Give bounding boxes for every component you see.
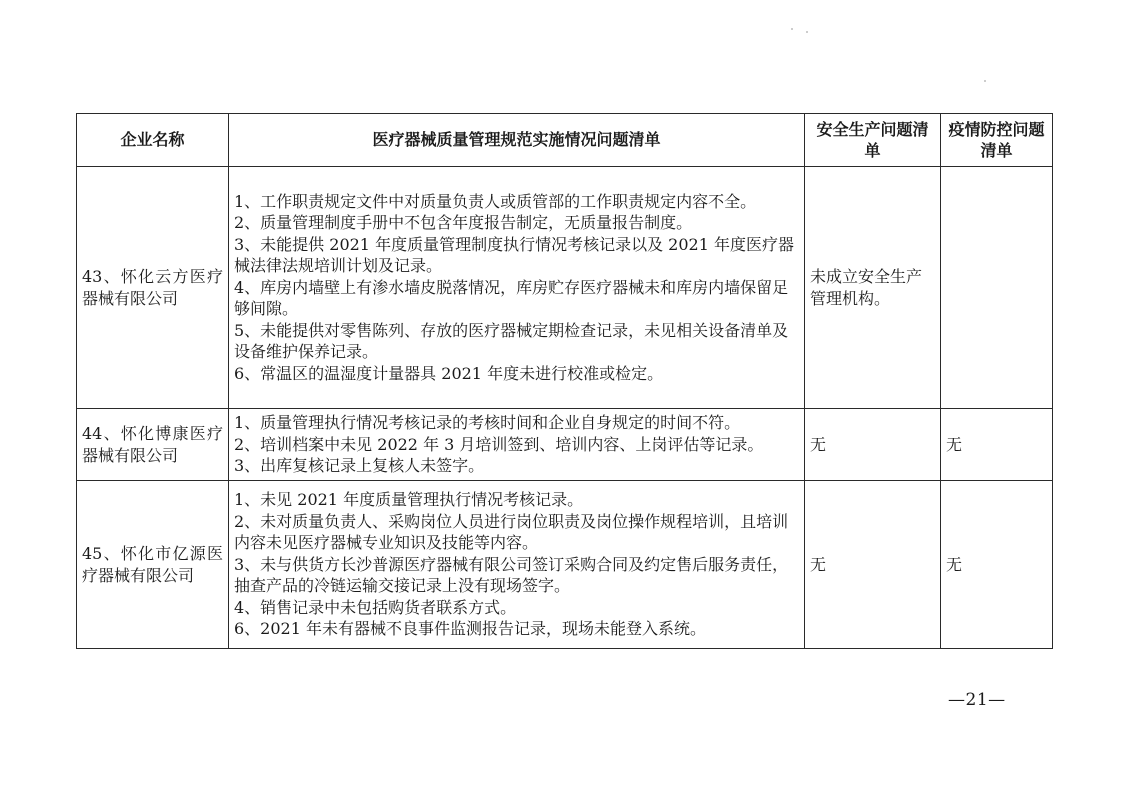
issue-item: 2、培训档案中未见 2022 年 3 月培训签到、培训内容、上岗评估等记录。 [234,434,764,454]
gmp-issues-cell [229,409,805,481]
issue-item: 2、质量管理制度手册中不包含年度报告制定，无质量报告制度。 [234,213,693,233]
safety-issues-cell: 无 [805,481,941,649]
company-name-cell: 44、怀化博康医疗器械有限公司 [77,409,229,481]
header-epidemic: 疫情防控问题清单 [941,114,1053,167]
page-number: —21— [948,690,1006,710]
issue-item: 4、销售记录中未包括购货者联系方式。 [234,597,517,617]
issue-item: 5、未能提供对零售陈列、存放的医疗器械定期检查记录，未见相关设备清单及设备维护保养记录。 [234,320,789,362]
issue-item: 4、库房内墙壁上有渗水墙皮脱落情况，库房贮存医疗器械未和库房内墙保留足够间隙。 [234,277,789,319]
issues-table [76,113,1053,649]
table-header-row [77,114,1053,167]
company-name-cell: 45、怀化市亿源医疗器械有限公司 [77,481,229,649]
epidemic-issues-cell: 无 [941,481,1053,649]
issue-item: 1、未见 2021 年度质量管理执行情况考核记录。 [234,490,584,510]
issue-item: 2、未对质量负责人、采购岗位人员进行岗位职责及岗位操作规程培训，且培训内容未见医疗器械专业知识及技能等内容。 [234,511,789,553]
scan-speck [984,80,986,82]
scan-speck [806,31,808,33]
epidemic-issues-cell: 无 [941,409,1053,481]
issue-item: 3、未能提供 2021 年度质量管理制度执行情况考核记录以及 2021 年度医疗器械法律法规培训计划及记录。 [234,234,794,276]
issue-item: 6、常温区的温湿度计量器具 2021 年度未进行校准或检定。 [234,363,664,383]
header-safety: 安全生产问题清单 [805,114,941,167]
safety-issues-cell: 无 [805,409,941,481]
inspection-issues-sheet [76,113,1052,649]
table-row [77,167,1053,409]
table-row [77,409,1053,481]
issue-item: 3、未与供货方长沙普源医疗器械有限公司签订采购合同及约定售后服务责任，抽查产品的冷链运输交接记录上没有现场签字。 [234,554,789,596]
company-name-cell: 43、怀化云方医疗器械有限公司 [77,167,229,409]
safety-issues-cell: 未成立安全生产管理机构。 [805,167,941,409]
scan-speck [791,28,793,30]
epidemic-issues-cell [941,167,1053,409]
issue-item: 6、2021 年未有器械不良事件监测报告记录，现场未能登入系统。 [234,619,706,639]
header-company: 企业名称 [77,114,229,167]
header-gmp-issues: 医疗器械质量管理规范实施情况问题清单 [229,114,805,167]
issue-item: 1、工作职责规定文件中对质量负责人或质管部的工作职责规定内容不全。 [234,191,757,211]
gmp-issues-cell [229,167,805,409]
issue-item: 3、出库复核记录上复核人未签字。 [234,456,485,476]
gmp-issues-cell [229,481,805,649]
table-row [77,481,1053,649]
issue-item: 1、质量管理执行情况考核记录的考核时间和企业自身规定的时间不符。 [234,413,741,433]
